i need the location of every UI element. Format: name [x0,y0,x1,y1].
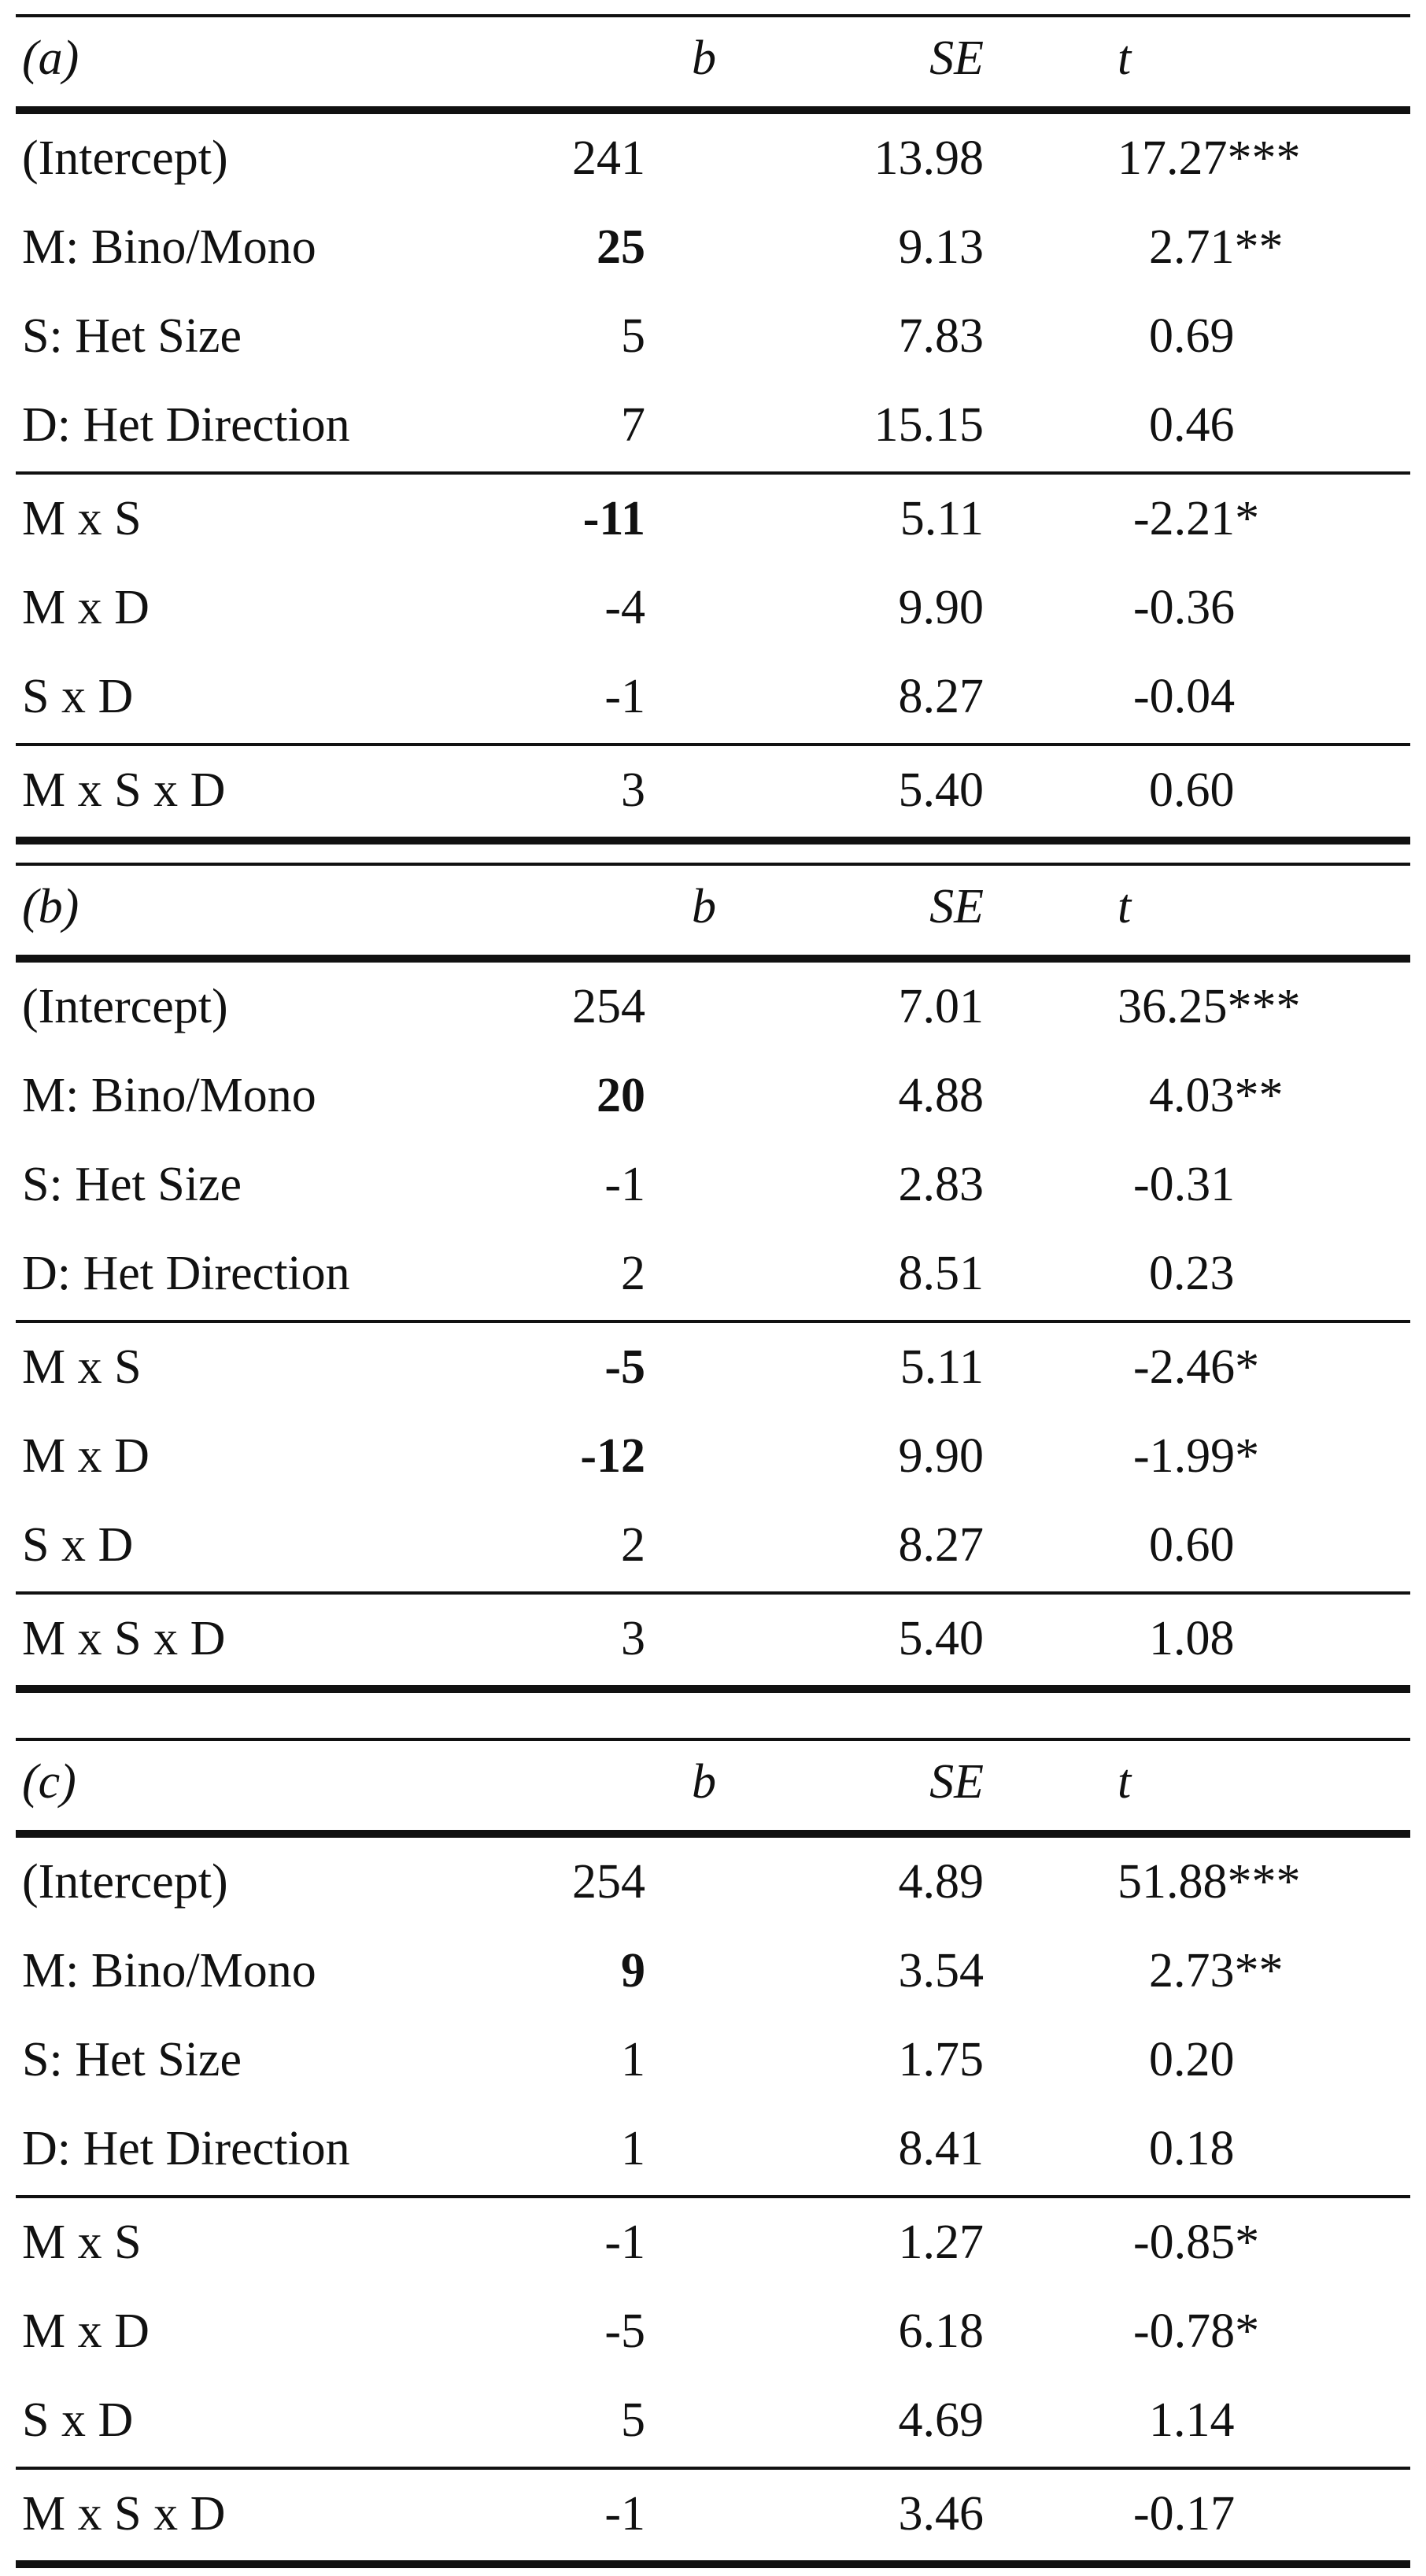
coef-se: 8.41 [898,2122,984,2175]
coef-se: 8.27 [898,1518,984,1572]
coef-se: 9.13 [898,220,984,274]
column-header-b: b [692,880,716,933]
row-label: S: Het Size [22,309,242,363]
coef-b: -12 [580,1429,645,1483]
coef-b: 7 [621,398,645,452]
coef-b: 5 [621,309,645,363]
coef-b: -5 [604,2304,645,2358]
column-header-b: b [692,1755,716,1809]
row-label: M: Bino/Mono [22,220,316,274]
coef-t: 0.18 [1149,2122,1235,2175]
coef-t: 0.23 [1149,1247,1235,1300]
coef-t: 2.73** [1149,1944,1284,1998]
coef-b: 9 [621,1944,645,1998]
table-row [16,1051,1410,1140]
row-label: S x D [22,1518,134,1572]
coef-t: 51.88*** [1118,1855,1301,1909]
table-row [16,381,1410,470]
table-row [16,746,1410,835]
coef-se: 2.83 [898,1158,984,1211]
table-bottom-rule [16,837,1410,844]
table-row [16,1838,1410,1927]
coef-b: 2 [621,1518,645,1572]
panel-label: (b) [22,880,79,933]
row-label: S x D [22,670,134,723]
row-label: (Intercept) [22,980,228,1033]
coef-t: 0.69 [1149,309,1235,363]
table-row [16,963,1410,1051]
coef-b: -11 [582,492,645,545]
coef-b: 254 [572,1855,645,1909]
table-row [16,203,1410,292]
coef-t: 2.71** [1149,220,1284,274]
table-header-row [16,863,1410,952]
coef-se: 9.90 [898,581,984,634]
coef-b: 1 [621,2122,645,2175]
coef-se: 3.46 [898,2487,984,2541]
coef-b: 254 [572,980,645,1033]
coef-se: 8.27 [898,670,984,723]
table-header-row [16,1738,1410,1827]
coef-t: 4.03** [1149,1069,1284,1122]
coef-se: 7.01 [898,980,984,1033]
table-row [16,1595,1410,1683]
coef-se: 5.40 [898,763,984,817]
row-label: M x S [22,2216,142,2269]
coef-se: 6.18 [898,2304,984,2358]
row-label: D: Het Direction [22,398,350,452]
coef-se: 1.75 [898,2033,984,2086]
table-row [16,2105,1410,2193]
coef-se: 8.51 [898,1247,984,1300]
table-row [16,292,1410,381]
table-row [16,2470,1410,2559]
coef-b: -4 [604,581,645,634]
coef-b: -1 [604,2216,645,2269]
coef-t: -0.04 [1133,670,1236,723]
row-label: D: Het Direction [22,1247,350,1300]
coef-t: -0.78* [1133,2304,1260,2358]
table-row [16,1412,1410,1501]
coef-t: -1.99* [1133,1429,1260,1483]
row-label: M: Bino/Mono [22,1069,316,1122]
coef-se: 4.88 [898,1069,984,1122]
coef-b: 20 [597,1069,645,1122]
table-row [16,1501,1410,1590]
row-label: M x D [22,1429,150,1483]
coef-b: 5 [621,2393,645,2447]
table-row [16,564,1410,652]
coef-se: 5.11 [900,1340,984,1394]
coef-b: 25 [597,220,645,274]
table-header-rule [16,106,1410,114]
row-label: S x D [22,2393,134,2447]
coef-t: 0.46 [1149,398,1235,452]
coef-se: 1.27 [898,2216,984,2269]
coef-se: 13.98 [874,131,984,185]
column-header-t: t [1118,880,1132,933]
panel-label: (c) [22,1755,76,1809]
column-header-se: SE [929,1755,984,1809]
coef-b: 3 [621,1612,645,1665]
row-label: M x S x D [22,2487,226,2541]
coef-t: -2.21* [1133,492,1260,545]
table-row [16,2198,1410,2287]
row-label: M x S [22,1340,142,1394]
coef-b: -5 [604,1340,645,1394]
table-header-rule [16,955,1410,963]
column-header-se: SE [929,31,984,85]
coef-t: 0.60 [1149,1518,1235,1572]
coef-t: 0.20 [1149,2033,1235,2086]
table-row [16,2016,1410,2105]
coef-b: -1 [604,670,645,723]
column-header-t: t [1118,1755,1132,1809]
coef-se: 5.40 [898,1612,984,1665]
row-label: M x S x D [22,763,226,817]
coef-t: -0.36 [1133,581,1236,634]
column-header-se: SE [929,880,984,933]
table-header-row [16,14,1410,103]
coef-t: 1.08 [1149,1612,1235,1665]
table-row [16,1229,1410,1318]
coef-t: 1.14 [1149,2393,1235,2447]
coef-t: 36.25*** [1118,980,1301,1033]
coef-t: -2.46* [1133,1340,1260,1394]
row-label: M x S x D [22,1612,226,1665]
coef-se: 3.54 [898,1944,984,1998]
coef-se: 4.69 [898,2393,984,2447]
row-label: (Intercept) [22,1855,228,1909]
coef-t: -0.31 [1133,1158,1236,1211]
coef-se: 15.15 [874,398,984,452]
row-label: M x S [22,492,142,545]
row-label: D: Het Direction [22,2122,350,2175]
row-label: S: Het Size [22,2033,242,2086]
table-row [16,475,1410,564]
row-label: M x D [22,2304,150,2358]
coef-t: 0.60 [1149,763,1235,817]
table-header-rule [16,1830,1410,1838]
table-bottom-rule [16,2560,1410,2568]
table-row [16,1140,1410,1229]
table-row [16,2376,1410,2465]
row-label: S: Het Size [22,1158,242,1211]
coef-t: 17.27*** [1118,131,1301,185]
panel-label: (a) [22,31,79,85]
coef-t: -0.17 [1133,2487,1236,2541]
coef-se: 4.89 [898,1855,984,1909]
row-label: M x D [22,581,150,634]
coef-t: -0.85* [1133,2216,1260,2269]
column-header-b: b [692,31,716,85]
coef-se: 9.90 [898,1429,984,1483]
table-row [16,1927,1410,2016]
coef-b: 2 [621,1247,645,1300]
coef-b: 1 [621,2033,645,2086]
table-row [16,2287,1410,2376]
row-label: (Intercept) [22,131,228,185]
table-bottom-rule [16,1685,1410,1693]
table-row [16,114,1410,203]
coef-se: 5.11 [900,492,984,545]
column-header-t: t [1118,31,1132,85]
coef-b: 241 [572,131,645,185]
row-label: M: Bino/Mono [22,1944,316,1998]
coef-se: 7.83 [898,309,984,363]
table-row [16,1323,1410,1412]
coef-b: -1 [604,2487,645,2541]
coef-b: 3 [621,763,645,817]
table-row [16,652,1410,741]
coef-b: -1 [604,1158,645,1211]
